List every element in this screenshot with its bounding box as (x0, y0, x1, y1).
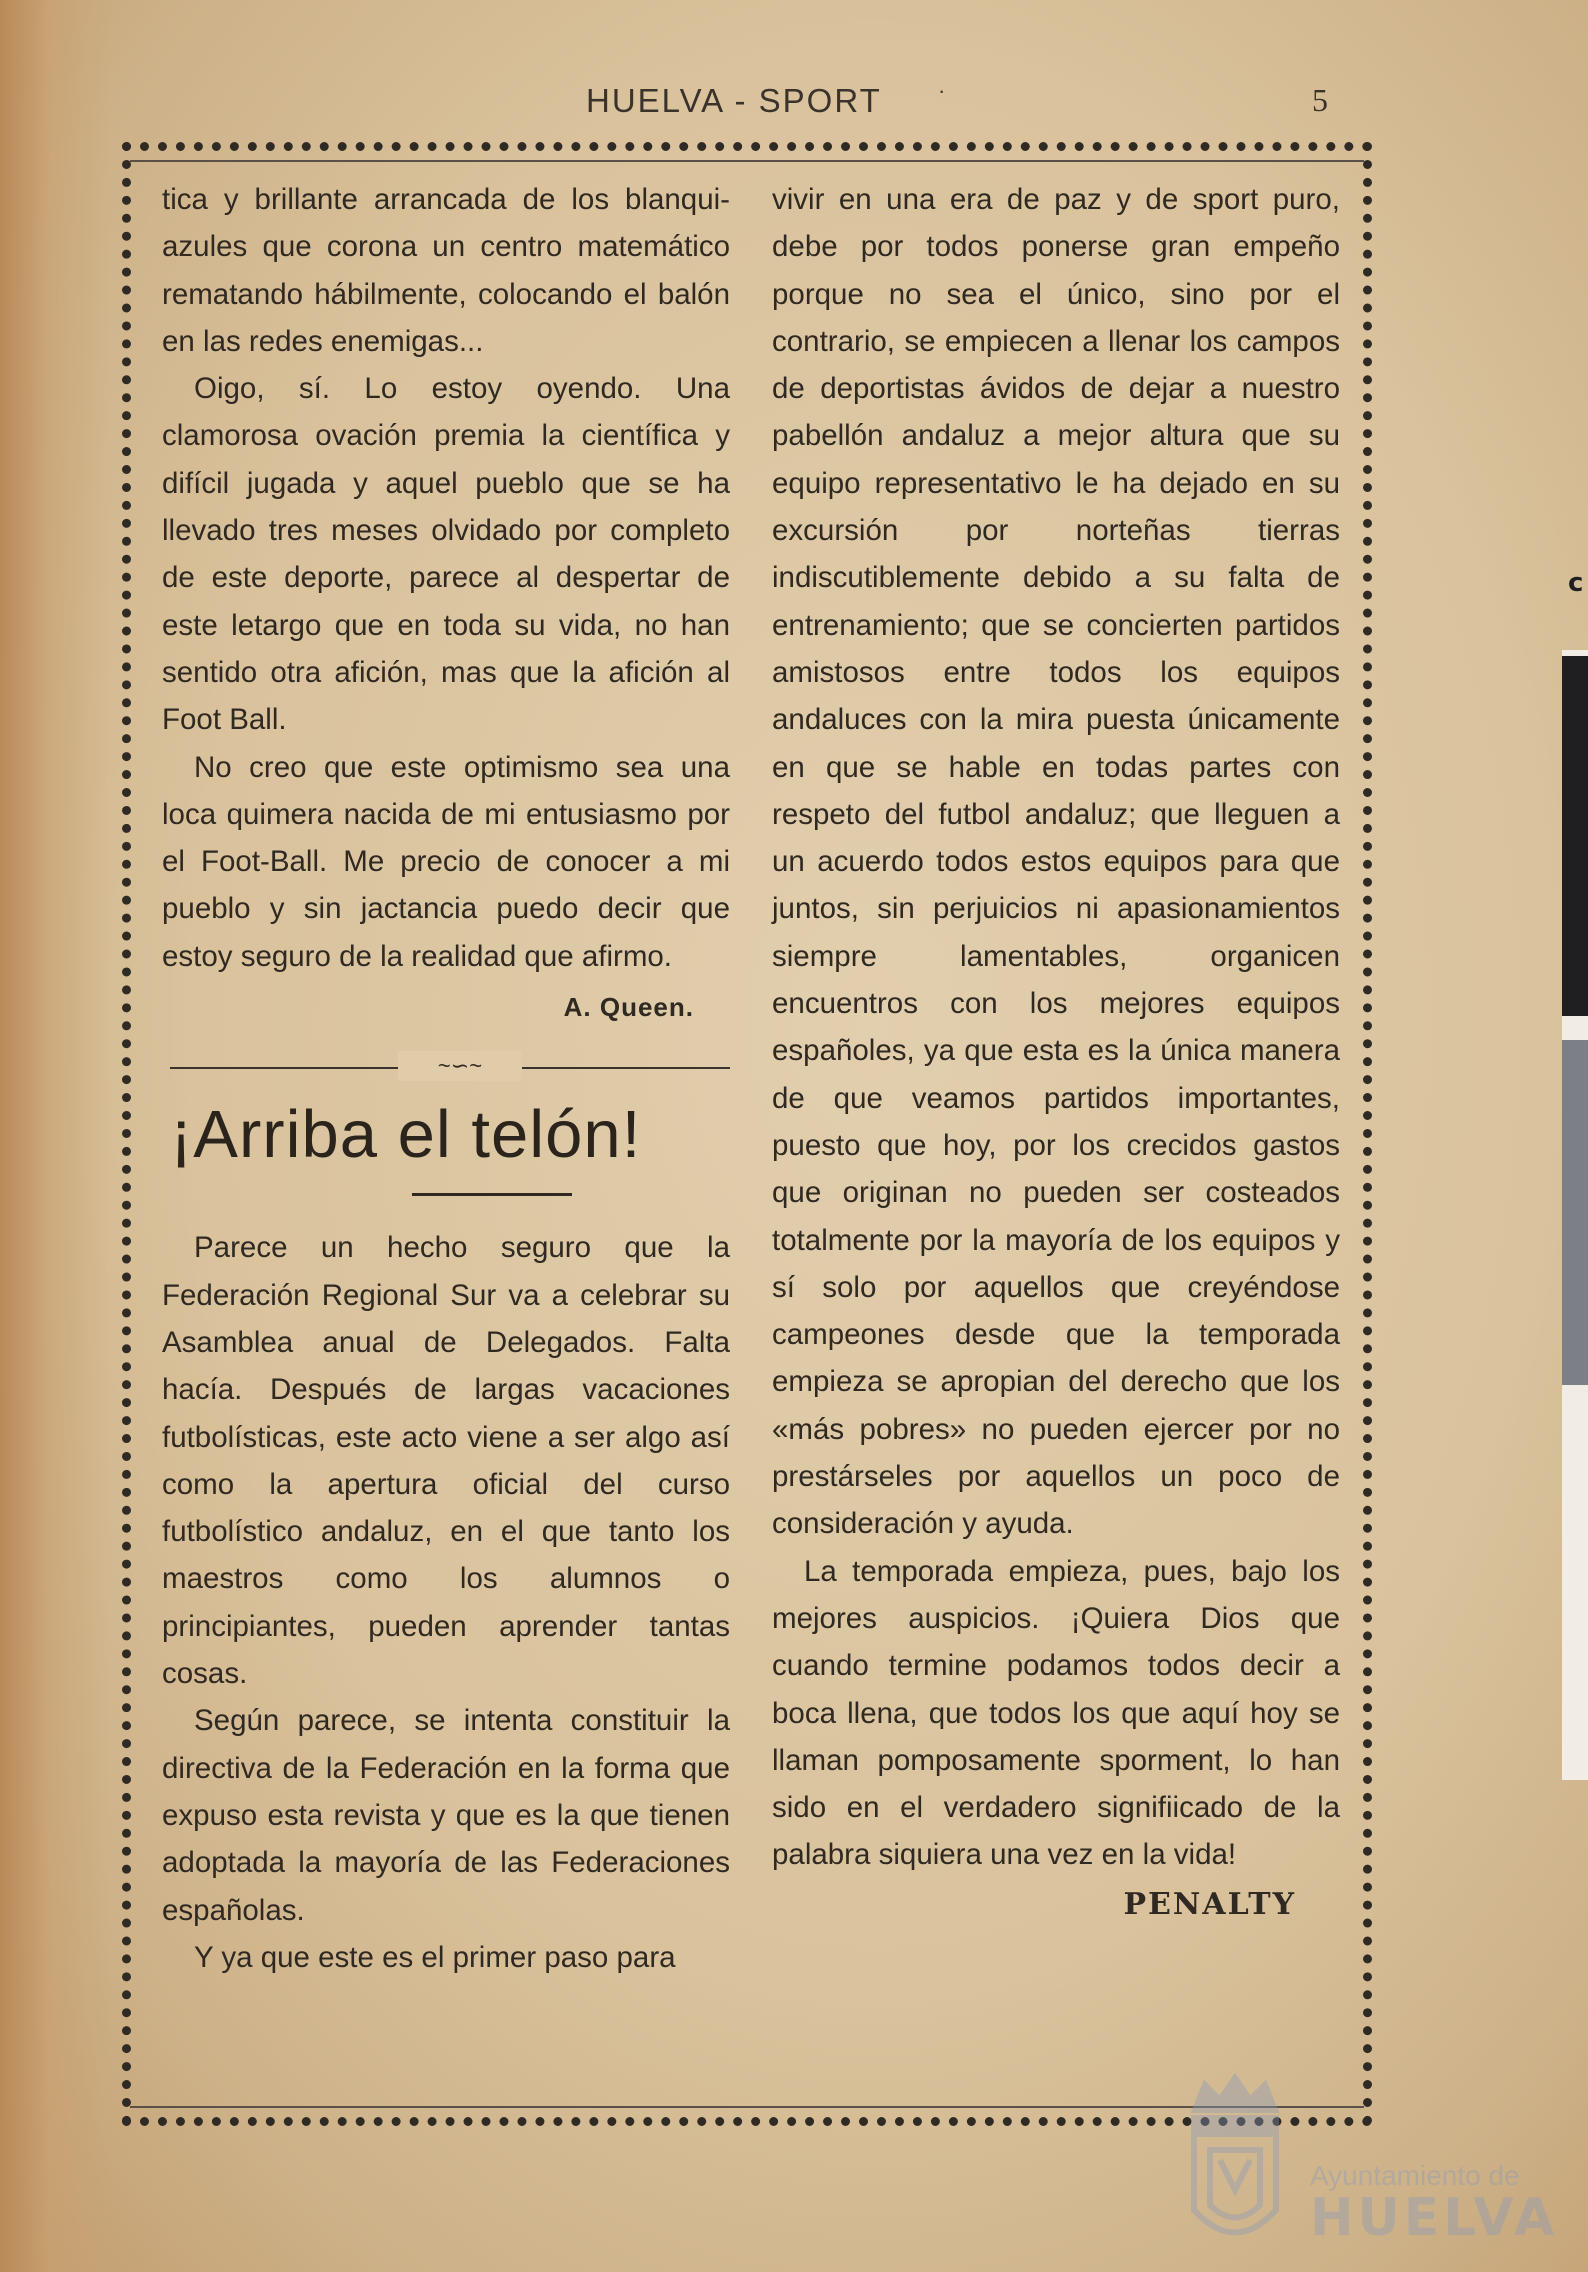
page-edge-shadow (0, 0, 110, 2272)
article-paragraph: vivir en una era de paz y de sport puro, debe por todos ponerse gran empeño porque no sea el único, sino por el contrario, se empiecen a llenar los campos de deportistas ávidos de dejar a nuestro pabellón andaluz a mejor altura que su equipo representativo le ha dejado en su excursión por norteñas tierras indiscutiblemente debido a su falta de entrenamiento; que se concierten partidos amistosos entre todos los equipos andaluces con la mira puesta únicamente en que se hable en todas partes con respeto del futbol andaluz; que lleguen a un acuerdo todos estos equipos para que juntos, sin perjuicios ni apasionamientos siempre lamentables, organicen encuentros con los mejores equipos españoles, ya que esta es la única manera de que veamos partidos importantes, puesto que hoy, por los crecidos gastos que originan no pueden ser costeados totalmente por la mayoría de los equipos y sí solo por aquellos que creyéndose campeones desde que la temporada empieza se apropian del derecho que los «más pobres» no pueden ejercer por no prestárseles por aquellos un poco de consideración y ayuda. (772, 183, 1340, 1541)
article-paragraph: La temporada empieza, pues, bajo los mejores auspicios. ¡Quiera Dios que cuando termine podamos todos decir a boca llena, que todos los que aquí hoy se llaman pomposamente sporment, lo han sido en el verdadero signifiicado de la palabra siquiera una vez en la vida! (772, 1554, 1340, 1872)
scanner-dark-patch (1562, 656, 1588, 1016)
watermark-line-2: HUELVA (1310, 2188, 1559, 2248)
header-dot: · (938, 78, 948, 103)
author-signature: PENALTY (1123, 1886, 1296, 1922)
article-paragraph: Oigo, sí. Lo estoy oyendo. Una clamorosa ovación premia la científica y difícil jugada y aquel pueblo que se ha llevado tres meses olvidado por completo de este deporte, parece al despertar de este letargo que en toda su vida, no han sentido otra afición, mas que la afición al Foot Ball. (162, 372, 730, 737)
article-paragraph: tica y brillante arrancada de los blanqui-azules que corona un centro matemático rematando hábilmente, colocando el balón en las redes enemigas... (162, 183, 730, 358)
scanner-mark-icon: c (1568, 568, 1584, 598)
section-divider (162, 1043, 730, 1083)
page-header (0, 78, 1588, 132)
page-number: 5 (1312, 82, 1330, 118)
archive-watermark (1180, 2070, 1559, 2270)
publication-title: HUELVA - SPORT (586, 82, 882, 119)
right-column (772, 176, 1340, 1928)
divider-ornament-icon: ~∽~ (398, 1051, 522, 1081)
article-paragraph: No creo que este optimismo sea una loca quimera nacida de mi entusiasmo por el Foot-Ball. Me precio de conocer a mi pueblo y sin jactancia puedo decir que estoy seguro de la realidad que afirmo. (162, 750, 730, 973)
left-column (162, 176, 730, 1981)
watermark-line-1: Ayuntamiento de (1310, 2160, 1520, 2191)
headline-rule (412, 1193, 572, 1196)
article-paragraph: Según parece, se intenta constituir la directiva de la Federación en la forma que expuso esta revista y que es la que tienen adoptada la mayoría de las Federaciones españolas. (162, 1704, 730, 1927)
city-crest-icon (1180, 2070, 1290, 2260)
article-headline: ¡Arriba el telón! (170, 1097, 642, 1173)
article-paragraph: Parece un hecho seguro que la Federación Regional Sur va a celebrar su Asamblea anual de Delegados. Falta hacía. Después de largas vacaciones futbolísticas, este acto viene a ser algo así como la apertura oficial del curso futbolístico andaluz, en el que tanto los maestros como los alumnos o principiantes, pueden aprender tantas cosas. (162, 1231, 730, 1691)
scanner-gray-patch (1562, 1040, 1588, 1385)
author-signature: A. Queen. (563, 992, 694, 1023)
article-paragraph: Y ya que este es el primer paso para (194, 1940, 676, 1974)
